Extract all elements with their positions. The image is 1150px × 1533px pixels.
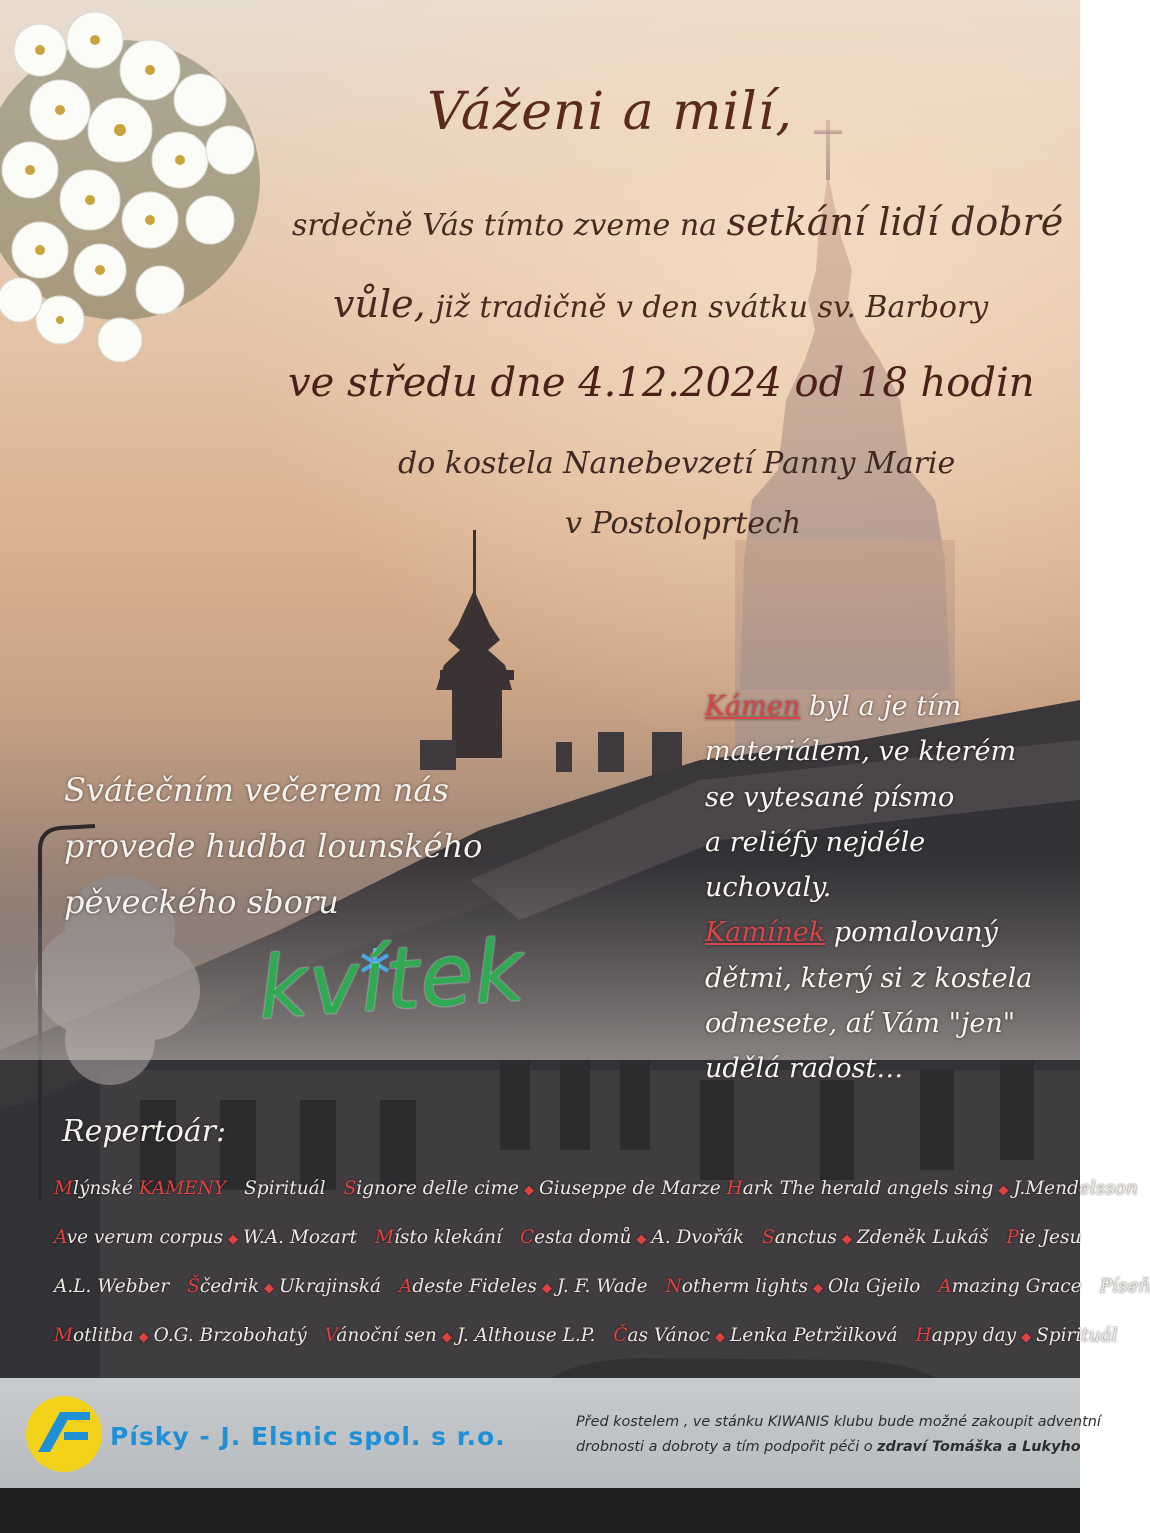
repertoire-author: W.A. Mozart (243, 1227, 358, 1248)
event-town: v Postoloprtech (565, 506, 802, 541)
repertoire-author: J. Althouse L.P. (456, 1325, 596, 1346)
event-venue: do kostela Nanebevzetí Panny Marie (398, 446, 956, 481)
repertoire-song: Amazing Grace (938, 1276, 1082, 1297)
choir-line: provede hudba lounského (64, 827, 483, 865)
repertoire-author: A. Dvořák (651, 1227, 745, 1248)
separator-diamond-icon: ◆ (636, 1232, 647, 1247)
heading: Váženi a milí, (427, 82, 793, 142)
repertoire-row (54, 1178, 1138, 1199)
pebble-keyword: Kamínek (705, 917, 826, 949)
repertoire-song: Signore delle cime (343, 1178, 519, 1199)
repertoire-author: Giuseppe de Marze (538, 1178, 727, 1199)
separator-diamond-icon: ◆ (138, 1330, 149, 1345)
repertoire-author: J.Mendelsson (1013, 1178, 1138, 1199)
separator-diamond-icon: ◆ (541, 1281, 552, 1296)
repertoire-author: A.L. Webber (54, 1276, 170, 1297)
repertoire-row (54, 1276, 1150, 1297)
event-date: ve středu dne 4.12.2024 od 18 hodin (288, 360, 1035, 406)
repertoire-song: Cesta domů (519, 1227, 632, 1248)
repertoire-author: Ola Gjeilo (827, 1276, 921, 1297)
separator-diamond-icon: ◆ (715, 1330, 726, 1345)
repertoire-row (54, 1227, 1081, 1248)
repertoire-song: Happy day (915, 1325, 1017, 1346)
separator-diamond-icon: ◆ (228, 1232, 239, 1247)
repertoire-highlight: KAMENY (138, 1178, 227, 1199)
separator-diamond-icon: ◆ (523, 1183, 534, 1198)
repertoire-song: Notherm lights (665, 1276, 808, 1297)
kiwanis-note: Před kostelem , ve stánku KIWANIS klubu bude možné zakoupit adventní drobnosti a dobroty a tím podpořit péči o zdraví Tomáška a Lukyho (576, 1414, 1101, 1455)
separator-diamond-icon: ◆ (264, 1281, 275, 1296)
repertoire-song: Čas Vánoc (613, 1325, 711, 1346)
repertoire-song: Místo klekání (375, 1227, 502, 1248)
company-name: Písky - J. Elsnic spol. s r.o. (110, 1422, 506, 1451)
repertoire-author: Lenka Petržilková (730, 1325, 898, 1346)
company-logo-icon (24, 1394, 104, 1474)
repertoire-row (54, 1325, 1118, 1346)
repertoire-song: Pie Jesu (1006, 1227, 1082, 1248)
separator-diamond-icon: ◆ (998, 1183, 1009, 1198)
repertoire-author: J. F. Wade (556, 1276, 648, 1297)
repertoire-song: Vánoční sen (324, 1325, 437, 1346)
choir-line: Svátečním večerem nás (64, 771, 449, 809)
repertoire-title: Repertoár: (62, 1114, 227, 1149)
separator-diamond-icon: ◆ (441, 1330, 452, 1345)
repertoire-song: Hark The herald angels sing (726, 1178, 994, 1199)
invitation-line-1: srdečně Vás tímto zveme na setkání lidí dobré (292, 200, 1064, 244)
repertoire-song: Ave verum corpus (54, 1227, 224, 1248)
stone-keyword: Kámen (705, 691, 801, 722)
separator-diamond-icon: ◆ (841, 1232, 852, 1247)
invitation-line-2: vůle, již tradičně v den svátku sv. Barbory (333, 282, 989, 326)
repertoire-song: Adeste Fideles (399, 1276, 537, 1297)
repertoire-song: Mlýnské (54, 1178, 139, 1199)
repertoire-author: Zdeněk Lukáš (856, 1227, 989, 1248)
repertoire-author: Spirituál (1036, 1325, 1118, 1346)
repertoire-song: Motlitba (54, 1325, 134, 1346)
stone-text: Kámen byl a je tím materiálem, ve kterém se vytesané písmo a reliéfy nejdéle uchovaly. Kamínek pomalovaný dětmi, který si z kostela odnesete, ať Vám "jen" udělá radost… (705, 691, 1033, 1085)
repertoire-author: Spirituál (244, 1178, 326, 1199)
repertoire-author: Píseň (1099, 1276, 1150, 1297)
separator-diamond-icon: ◆ (1021, 1330, 1032, 1345)
kvitek-logo: kvítek (254, 920, 529, 1040)
repertoire-author: Ukrajinská (279, 1276, 382, 1297)
choir-text (64, 762, 482, 930)
footer-strip (0, 1488, 1080, 1533)
repertoire-song: Ščedrik (187, 1276, 260, 1297)
separator-diamond-icon: ◆ (812, 1281, 823, 1296)
choir-line: pěveckého sboru (64, 883, 339, 921)
repertoire-song: Sanctus (762, 1227, 837, 1248)
repertoire-author: O.G. Brzobohatý (153, 1325, 307, 1346)
